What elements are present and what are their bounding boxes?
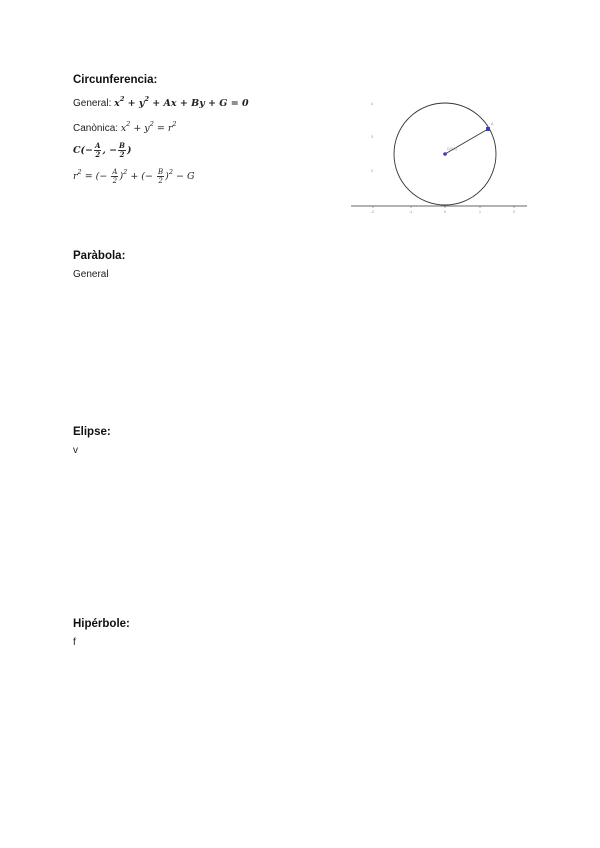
- circle-general-equation: [73, 92, 249, 111]
- radius-formula: $r^2$ = (− $\frac{A}{2}$ )$^2$ + (− $\frac{B}{2}$ )$^2$ − G: [73, 168, 195, 185]
- circle-figure: [349, 96, 529, 216]
- x-tick-label: -2: [371, 210, 375, 214]
- x-tick-label: -1: [409, 210, 413, 214]
- general-formula: $x^2 + y^2 + Ax + By + G = 0$: [114, 95, 249, 109]
- general-label: General:: [73, 98, 115, 109]
- heading-hyperbola: Hipérbole:: [73, 618, 130, 630]
- ellipse-body: v: [73, 445, 78, 456]
- heading-circumference: Circunferencia:: [73, 74, 158, 86]
- y-tick-label: 3: [371, 135, 373, 139]
- circle-graph: [349, 96, 529, 216]
- center-point: [443, 152, 447, 156]
- section-parabola: [73, 250, 125, 288]
- x-tick-label: 0: [444, 210, 446, 214]
- y-tick-label: 2: [371, 169, 373, 173]
- circle-canonical-equation: [73, 117, 249, 136]
- y-tick-label: 4: [371, 102, 373, 106]
- canonical-label: Canònica:: [73, 123, 121, 134]
- circle-center-formula: [73, 142, 249, 159]
- circle-radius-formula: [73, 165, 249, 185]
- point-label: A: [491, 122, 494, 126]
- center-formula: C(− $\frac{A}{2}$ , − $\frac{B}{2}$ ): [73, 141, 132, 159]
- section-circumference: [73, 74, 249, 191]
- parabola-body: General: [73, 269, 109, 280]
- canonical-formula: $x^2 + y^2 = r^2$: [120, 120, 177, 134]
- x-tick-label: 1: [479, 210, 481, 214]
- x-tick-label: 2: [513, 210, 515, 214]
- hyperbola-body: f: [73, 637, 76, 648]
- center-point-label: C(0,0): [447, 147, 457, 151]
- point-on-circle: [486, 127, 490, 131]
- heading-parabola: Paràbola:: [73, 250, 126, 262]
- heading-ellipse: Elipse:: [73, 426, 111, 438]
- section-hyperbola: [73, 618, 130, 656]
- section-ellipse: [73, 426, 111, 464]
